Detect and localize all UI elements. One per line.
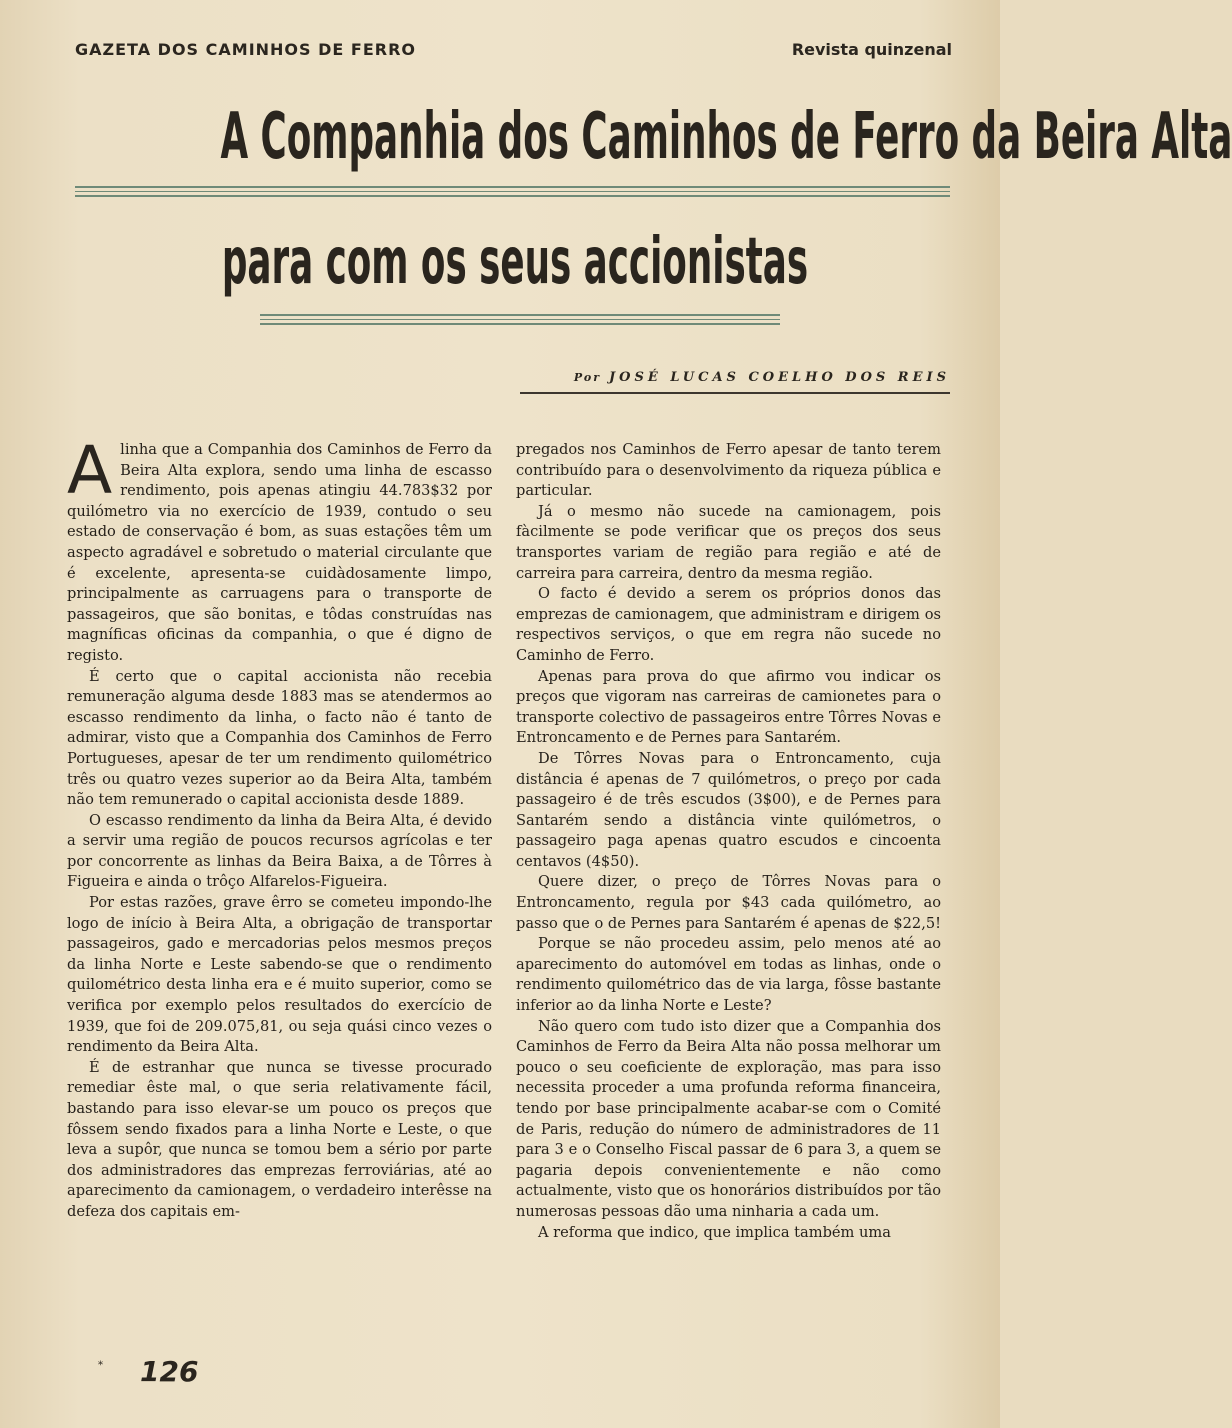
paragraph: pregados nos Caminhos de Ferro apesar de tanto terem contribuído para o desenvolvimento da riqueza pública e particular. xyxy=(516,441,941,500)
paragraph: De Tôrres Novas para o Entroncamento, cuja distância é apenas de 7 quilómetros, o preço por cada passageiro é de três escudos (3$00), e de Pernes para Santarém sendo a distância vinte quilómetros, o passageiro paga apenas quatro escudos e cincoenta centavos (4$50). xyxy=(516,749,941,870)
paragraph: Já o mesmo não sucede na camionagem, pois fàcilmente se pode verificar que os preços dos seus transportes variam de região para região e até de carreira para carreira, dentro da mesma região. xyxy=(516,502,941,582)
paragraph: O facto é devido a serem os próprios donos das emprezas de camionagem, que administram e dirigem os respectivos serviços, o que em regra não sucede no Caminho de Ferro. xyxy=(516,585,941,664)
footer-mark: * xyxy=(98,1360,103,1371)
paragraph: Apenas para prova do que afirmo vou indicar os preços que vigoram nas carreiras de camionetes para o transporte colectivo de passageiros entre Tôrres Novas e Entroncamento e de Pernes para Santarém. xyxy=(516,667,941,747)
right-column xyxy=(516,440,941,1243)
paragraph: A reforma que indico, que implica também uma xyxy=(538,1223,891,1241)
author-name: JOSÉ LUCAS COELHO DOS REIS xyxy=(609,370,950,385)
paragraph-text: linha que a Companhia dos Caminhos de Ferro da Beira Alta explora, sendo uma linha de escasso rendimento, pois apenas atingiu 44.783$32 por quilómetro via no exercício de 1939, contudo o seu estado de conservação é bom, as suas estações têm um aspecto agradável e sobretudo o material circulante que é excelente, apresenta-se cuidàdosamente limpo, principalmente as carruagens para o transporte de passageiros, que são bonitas, e tôdas construídas nas magníficas oficinas da companhia, o que é digno de registo. xyxy=(67,441,492,664)
drop-cap: A xyxy=(67,432,113,509)
byline xyxy=(574,370,950,385)
paragraph: Por estas razões, grave êrro se cometeu impondo-lhe logo de início à Beira Alta, a obrigação de transportar passageiros, gado e mercadorias pelos mesmos preços da linha Norte e Leste sabendo-se que o rendimento quilométrico desta linha era e é muito superior, como se verifica por exemplo pelos resultados do exercício de 1939, que foi de 209.075,81, ou seja quási cinco vezes o rendimento da Beira Alta. xyxy=(67,894,492,1056)
title-rule-top xyxy=(75,186,950,200)
paragraph: Não quero com tudo isto dizer que a Companhia dos Caminhos de Ferro da Beira Alta não possa melhorar um pouco o seu coeficiente de exploração, mas para isso necessita proceder a uma profunda reforma financeira, tendo por base principalmente acabar-se com o Comité de Paris, redução do número de administradores de 11 para 3 e o Conselho Fiscal passar de 6 para 3, a quem se pagaria depois convenientemente e não como actualmente, visto que os honorários distribuídos por tão numerosas pessoas dão uma ninharia a cada um. xyxy=(516,1017,941,1220)
paragraph: É de estranhar que nunca se tivesse procurado remediar êste mal, o que seria relativamente fácil, bastando para isso elevar-se um pouco os preços que fôssem sendo fixados para a linha Norte e Leste, o que leva a supôr, que nunca se tomou bem a sério por parte dos administradores das emprezas ferroviárias, até ao aparecimento da camionagem, o verdadeiro interêsse na defeza dos capitais em- xyxy=(67,1058,492,1220)
paragraph: Porque se não procedeu assim, pelo menos até ao aparecimento do automóvel em todas as linhas, onde o rendimento quilométrico das de via larga, fôsse bastante inferior ao da linha Norte e Leste? xyxy=(516,935,941,1015)
publication-name: GAZETA DOS CAMINHOS DE FERRO xyxy=(75,40,417,59)
page-number: 126 xyxy=(140,1355,199,1388)
article-title-line-1: A Companhia dos Caminhos de Ferro da Beira Alta xyxy=(220,100,1232,174)
byline-rule xyxy=(520,392,950,394)
paragraph: Quere dizer, o preço de Tôrres Novas para o Entroncamento, regula por $43 cada quilómetro, ao passo que o de Pernes para Santarém é apenas de $22,5! xyxy=(516,873,941,932)
periodicity-label: Revista quinzenal xyxy=(791,40,952,59)
paragraph: É certo que o capital accionista não recebia remuneração alguma desde 1883 mas se atendermos ao escasso rendimento da linha, o facto não é tanto de admirar, visto que a Companhia dos Caminhos de Ferro Portugueses, apesar de ter um rendimento quilométrico três ou quatro vezes superior ao da Beira Alta, também não tem remunerado o capital accionista desde 1889. xyxy=(67,667,492,809)
title-rule-bottom xyxy=(260,314,780,328)
paragraph xyxy=(67,432,492,667)
left-column xyxy=(67,432,492,1223)
article-title-line-2: para com os seus accionistas xyxy=(221,225,809,299)
paragraph: O escasso rendimento da linha da Beira Alta, é devido a servir uma região de poucos recursos agrícolas e ter por concorrente as linhas da Beira Baixa, a de Tôrres à Figueira e ainda o trôço Alfarelos-Figueira. xyxy=(67,811,492,891)
byline-prefix: Por xyxy=(573,371,602,384)
